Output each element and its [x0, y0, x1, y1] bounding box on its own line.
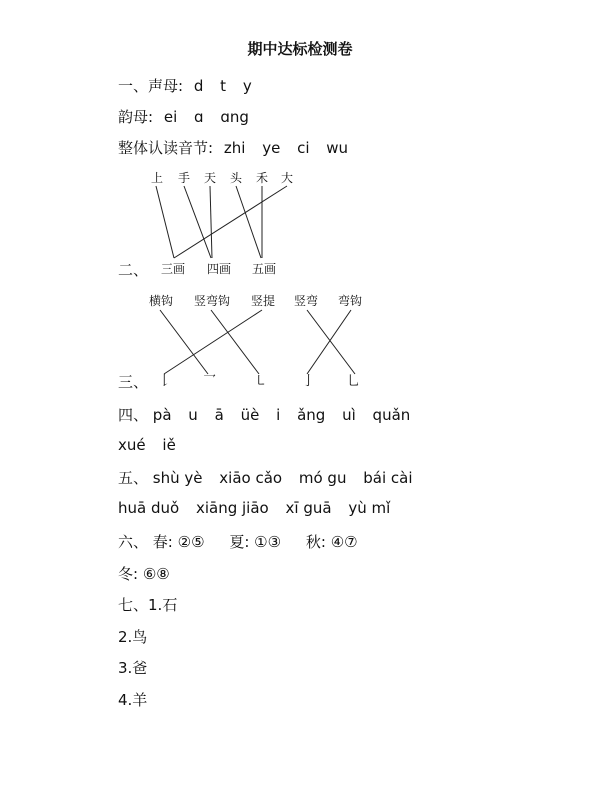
- q3-stroke-name: 竖提: [251, 294, 276, 308]
- q6-winter-label: 冬:: [118, 565, 139, 583]
- q6-label: 六、: [118, 533, 149, 551]
- q7-row1: [118, 594, 177, 615]
- match-line: [174, 186, 287, 258]
- q7-item: 1.石: [148, 596, 178, 614]
- q4-item: ǎng: [297, 406, 326, 424]
- q5-item: yù mǐ: [348, 499, 391, 517]
- q6-summer-value: ①③: [254, 533, 282, 551]
- zhengti-item: wu: [326, 139, 349, 157]
- shengmu-item: y: [242, 77, 252, 95]
- q6-spring-label: 春:: [152, 533, 173, 551]
- q7-label: 七、: [118, 596, 149, 614]
- q3-stroke-name: 弯钩: [338, 294, 363, 308]
- q2-label: 二、: [118, 261, 149, 279]
- q3-stroke-name: 竖弯: [294, 294, 319, 308]
- q5-item: xī guā: [285, 499, 332, 517]
- shengmu-item: t: [220, 77, 227, 95]
- q4-row1: [118, 404, 422, 425]
- q4-item: i: [276, 406, 281, 424]
- match-line: [211, 310, 259, 374]
- yunmu-item: ɑ: [194, 108, 204, 126]
- q2-char: 手: [178, 171, 191, 185]
- zhengti-item: zhi: [223, 139, 246, 157]
- q4-item: quǎn: [372, 406, 411, 424]
- q6-row1: [118, 531, 370, 552]
- q5-item: mó gu: [298, 469, 347, 487]
- q5-row1: [118, 467, 425, 488]
- q5-row2: [118, 499, 402, 517]
- match-line: [160, 310, 208, 374]
- q3-stroke-shape: 亅: [302, 374, 316, 389]
- match-line: [210, 186, 212, 258]
- q4-row2: [118, 436, 188, 454]
- q1-shengmu-label: 一、声母:: [118, 77, 184, 95]
- q6-autumn-label: 秋:: [305, 533, 326, 551]
- page-title: 期中达标检测卷: [247, 40, 353, 58]
- yunmu-item: ɑng: [220, 108, 249, 126]
- q4-item: pà: [152, 406, 172, 424]
- match-line: [164, 310, 262, 374]
- q4-item: ā: [214, 406, 224, 424]
- q6-spring-value: ②⑤: [177, 533, 205, 551]
- q4-item: uì: [342, 406, 356, 424]
- match-line: [236, 186, 261, 258]
- q5-item: xiāo cǎo: [219, 469, 283, 487]
- q2-stroke-count: 三画: [161, 262, 186, 276]
- q2-char: 上: [151, 171, 164, 185]
- yunmu-item: ei: [163, 108, 178, 126]
- zhengti-item: ci: [297, 139, 310, 157]
- q2-stroke-count: 五画: [252, 262, 277, 276]
- q6-winter-value: ⑥⑧: [142, 565, 170, 583]
- q5-item: huā duǒ: [118, 499, 180, 517]
- match-line: [184, 186, 211, 258]
- q4-item: u: [188, 406, 198, 424]
- zhengti-item: ye: [262, 139, 281, 157]
- q3-stroke-name: 横钩: [149, 294, 174, 308]
- q4-item: iě: [162, 436, 176, 454]
- q5-label: 五、: [118, 469, 149, 487]
- q3-stroke-name: 竖弯钩: [194, 294, 231, 308]
- q2-char: 头: [230, 171, 243, 185]
- q7-item: 4.羊: [118, 691, 148, 709]
- q2-char: 天: [204, 171, 217, 185]
- q1-zhengti-label: 整体认读音节:: [118, 139, 214, 157]
- q3-label: 三、: [118, 373, 149, 391]
- shengmu-item: d: [193, 77, 204, 95]
- q3-stroke-shape: 乛: [203, 374, 217, 389]
- q5-item: xiāng jiāo: [195, 499, 269, 517]
- q6-summer-label: 夏:: [229, 533, 250, 551]
- q4-item: üè: [240, 406, 260, 424]
- q3-stroke-shape: 乚: [347, 374, 361, 389]
- match-line: [156, 186, 174, 258]
- q7-item: 2.鸟: [118, 628, 148, 646]
- q6-row2: [118, 563, 170, 584]
- q4-item: xué: [118, 436, 146, 454]
- q3-stroke-shape: 𠄌: [158, 374, 172, 389]
- q6-autumn-value: ④⑦: [330, 533, 358, 551]
- q5-item: shù yè: [152, 469, 203, 487]
- q7-item: 3.爸: [118, 659, 148, 677]
- q2-char: 禾: [256, 171, 269, 185]
- q4-label: 四、: [118, 406, 149, 424]
- q5-item: bái cài: [363, 469, 413, 487]
- q2-char: 大: [281, 171, 294, 185]
- q2-stroke-count: 四画: [207, 262, 232, 276]
- q1-yunmu-label: 韵母:: [118, 108, 154, 126]
- q3-stroke-shape: ㇄: [254, 374, 268, 389]
